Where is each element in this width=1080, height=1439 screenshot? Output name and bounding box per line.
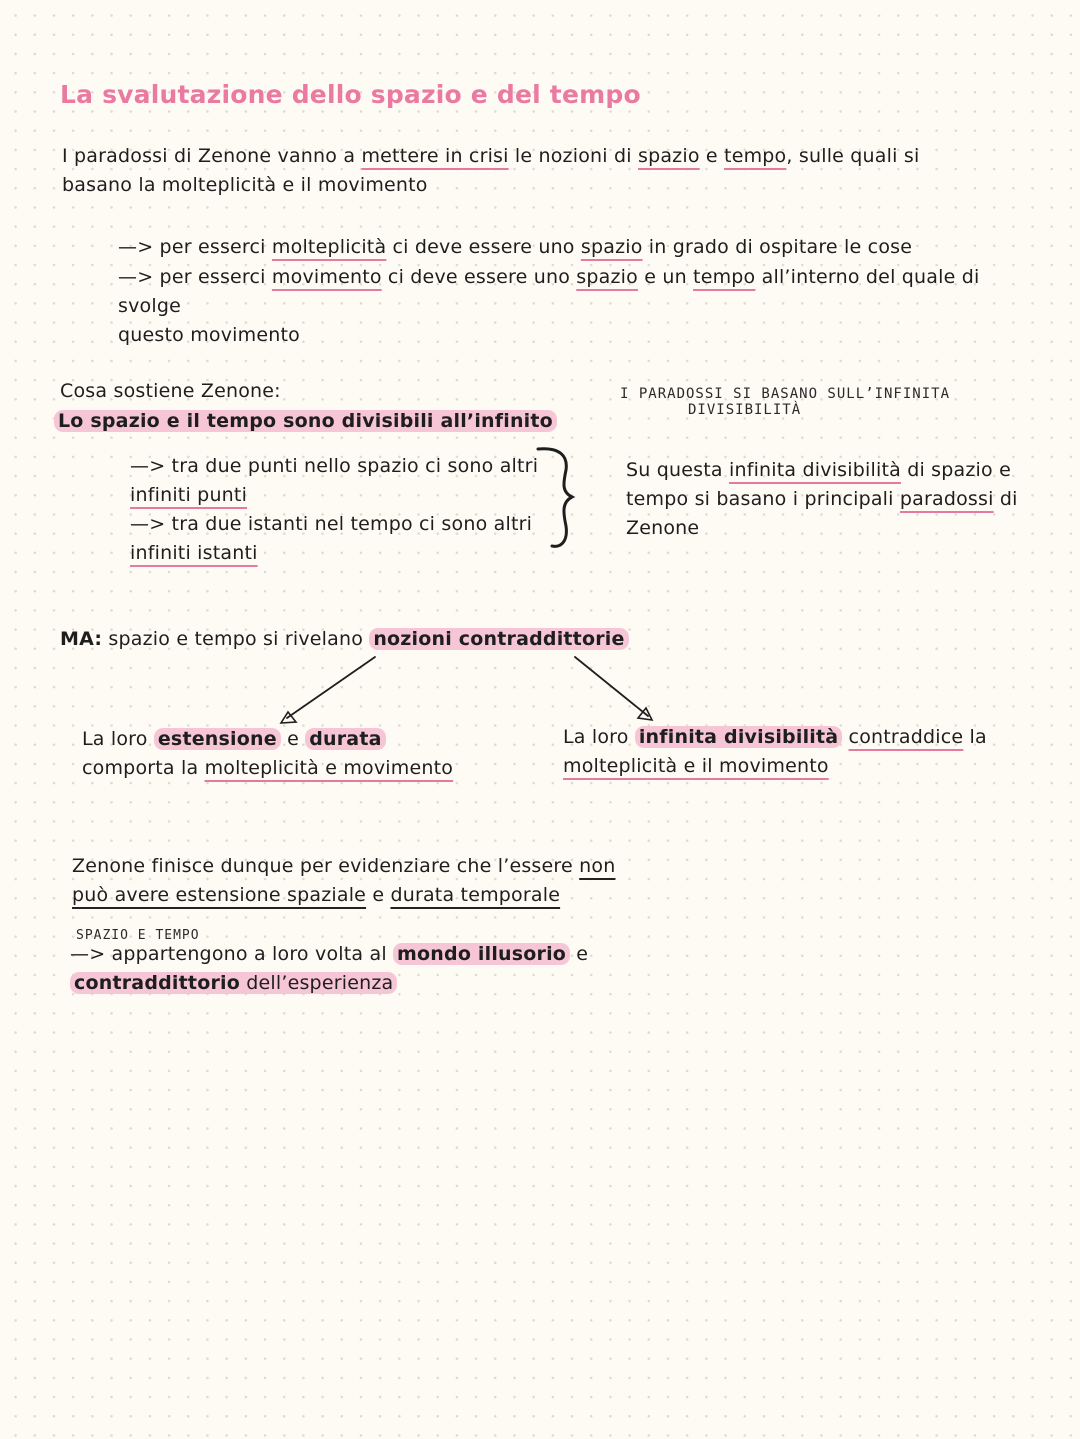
underlined-phrase: molteplicità e il movimento [563, 755, 829, 777]
intro-text: e [699, 145, 725, 167]
final-highlight: contraddittorio [74, 972, 240, 994]
side-note-text: di spazio e [900, 459, 1011, 481]
branch-highlight: infinita divisibilità [635, 726, 842, 748]
bullet-text: in grado di ospitare le cose [642, 236, 913, 258]
side-note-line: Zenone [626, 517, 700, 539]
underlined-word: spazio [580, 236, 643, 258]
bullet-text: e un [637, 266, 694, 288]
underlined-word: tempo [693, 266, 756, 288]
side-note-text: Su questa [626, 459, 729, 481]
final-text: —> appartengono a loro volta al [70, 943, 394, 965]
underlined-phrase: può avere estensione spaziale [72, 884, 367, 906]
final-highlight: mondo illusorio [393, 943, 570, 965]
intro-text: le nozioni di [508, 145, 638, 167]
underlined-word: contraddice [848, 726, 964, 748]
bullet-text: ci deve essere uno [386, 236, 581, 258]
underlined-word: movimento [271, 266, 382, 288]
bullet-text: all’interno del quale di svolge [118, 266, 980, 317]
underlined-word: molteplicità [271, 236, 387, 258]
conclusion-text: e [366, 884, 391, 906]
conclusion-text: Zenone finisce dunque per evidenziare che l’essere [72, 855, 580, 877]
ma-text: spazio e tempo si rivelano [102, 628, 370, 650]
intro-text: I paradossi di Zenone vanno a [62, 145, 362, 167]
underlined-phrase: infinita divisibilità [728, 459, 901, 481]
arrow-right-line [575, 657, 648, 716]
side-note-text: tempo si basano i principali [626, 488, 900, 510]
bullet-text: —> per esserci [118, 236, 272, 258]
arrow-left-line [287, 657, 375, 718]
handwritten-note-line: I PARADOSSI SI BASANO SULL’INFINITA [620, 386, 951, 402]
intro-line-2: basano la molteplicità e il movimento [62, 174, 428, 196]
bullet-line: questo movimento [118, 324, 300, 346]
underlined-phrase: durata temporale [390, 884, 561, 906]
handwritten-label: SPAZIO E TEMPO [76, 928, 200, 943]
page-title: La svalutazione dello spazio e del tempo [60, 80, 641, 109]
curly-brace [538, 449, 572, 547]
underlined-word: tempo [724, 145, 787, 167]
final-text: dell’esperienza [239, 972, 394, 994]
branch-text: La loro [82, 728, 154, 750]
branch-text: comporta la [82, 757, 205, 779]
underlined-word: spazio [576, 266, 638, 288]
claim-label: Cosa sostiene Zenone: [60, 380, 281, 402]
bullet-text: —> per esserci [118, 266, 272, 288]
point-line: —> tra due punti nello spazio ci sono altri [130, 455, 539, 477]
side-note-text: di [993, 488, 1018, 510]
underlined-word: paradossi [899, 488, 994, 510]
branch-highlight: estensione [154, 728, 281, 750]
underlined-word: non [579, 855, 616, 877]
branch-highlight: durata [305, 728, 385, 750]
final-text: e [570, 943, 589, 965]
ma-label: MA: [60, 628, 103, 650]
underlined-phrase: molteplicità e movimento [204, 757, 454, 779]
claim-highlight: Lo spazio e il tempo sono divisibili all’infinito [54, 410, 557, 432]
bullet-text: ci deve essere uno [381, 266, 577, 288]
handwritten-note-line: DIVISIBILITÀ [688, 402, 802, 418]
intro-text: , sulle quali si [786, 145, 920, 167]
underlined-phrase: infiniti punti [130, 484, 248, 506]
branch-text: La loro [563, 726, 635, 748]
point-line: —> tra due istanti nel tempo ci sono altri [130, 513, 533, 535]
ma-highlight: nozioni contraddittorie [369, 628, 628, 650]
branch-text: la [963, 726, 987, 748]
underlined-word: spazio [637, 145, 700, 167]
underlined-phrase: infiniti istanti [130, 542, 258, 564]
underlined-phrase: mettere in crisi [361, 145, 509, 167]
branch-text: e [280, 728, 306, 750]
